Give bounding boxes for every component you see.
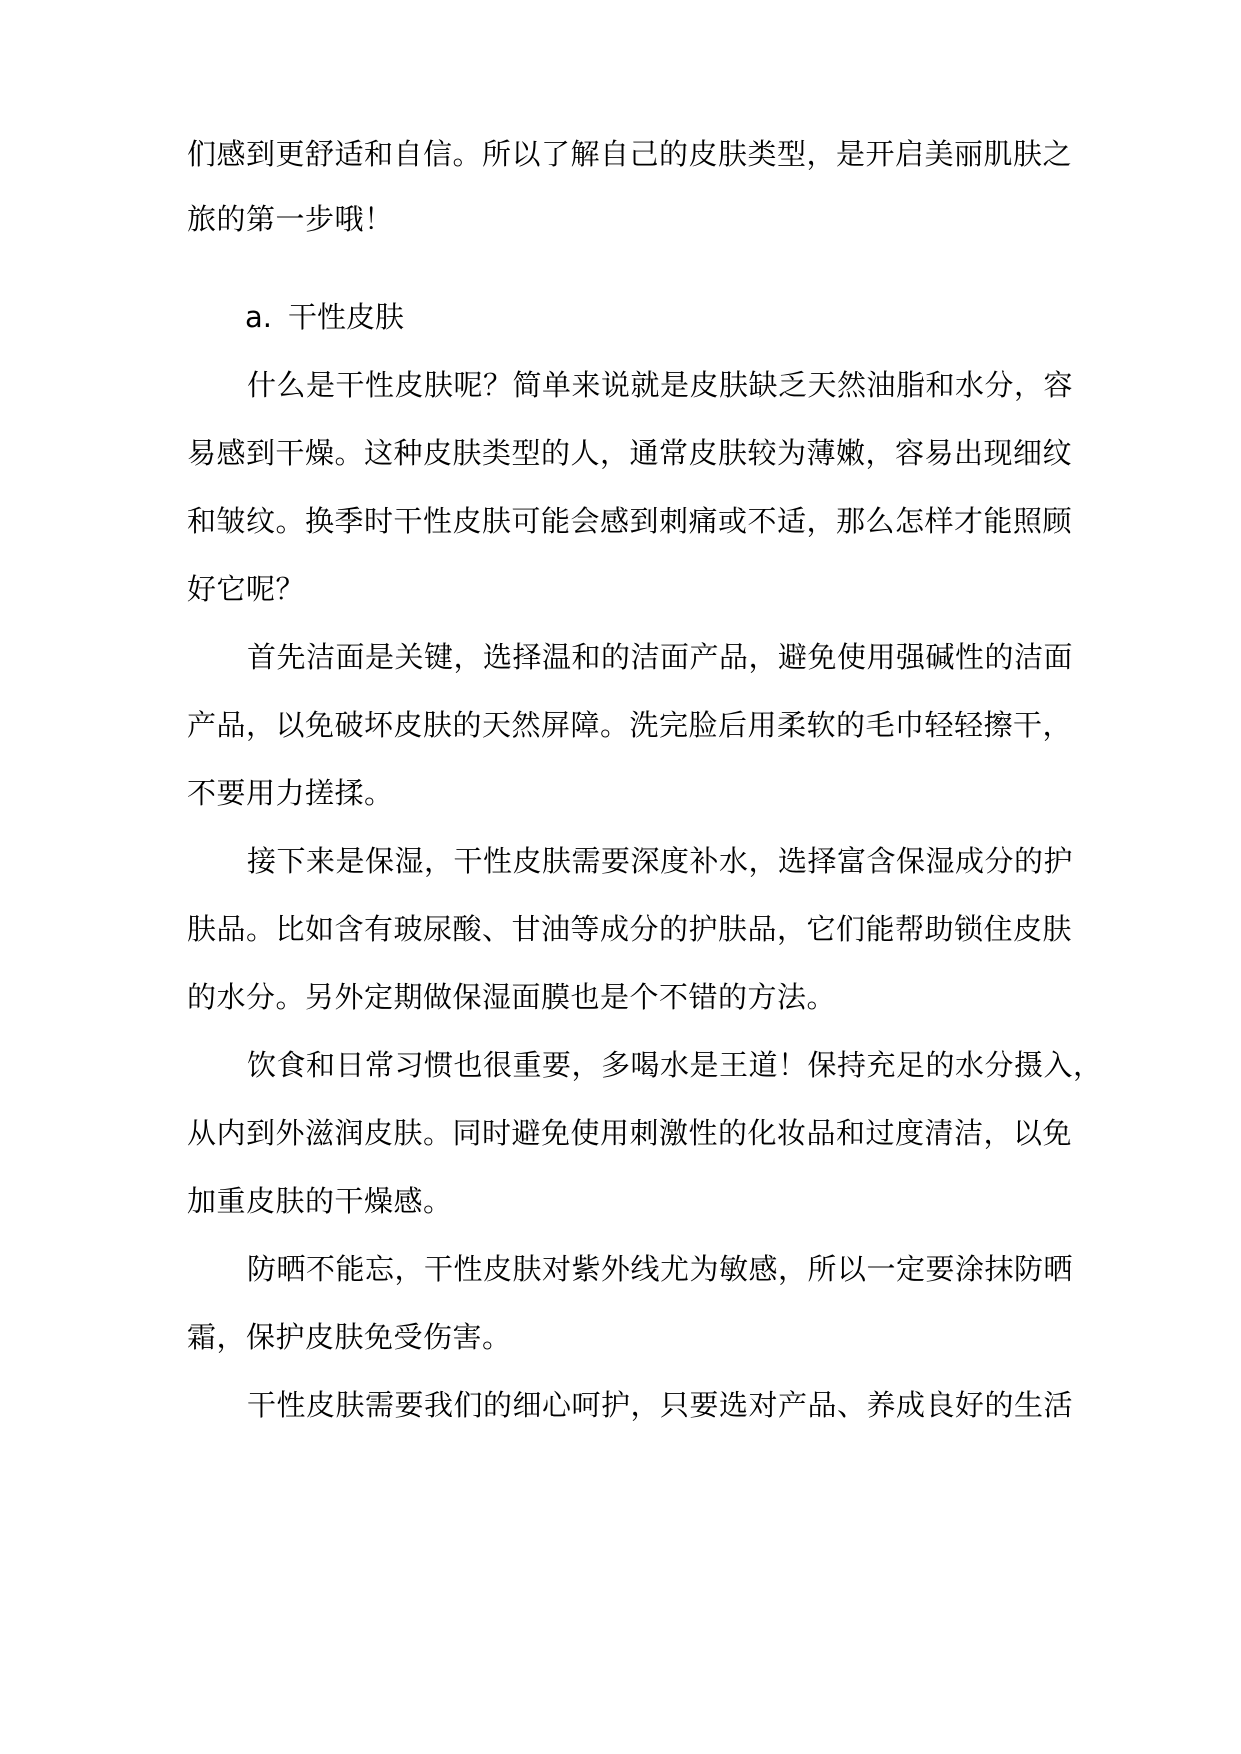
paragraph-first-line: 接下来是保湿，干性皮肤需要深度补水，选择富含保湿成分的护	[247, 844, 1074, 878]
text-line: 产品，以免破坏皮肤的天然屏障。洗完脸后用柔软的毛巾轻轻擦干，	[187, 708, 1073, 742]
section-marker: a.	[245, 300, 272, 334]
text-line: 加重皮肤的干燥感。	[187, 1184, 453, 1218]
text-line: 们感到更舒适和自信。所以了解自己的皮肤类型，是开启美丽肌肤之	[187, 137, 1073, 171]
paragraph-first-line: 防晒不能忘，干性皮肤对紫外线尤为敏感，所以一定要涂抹防晒	[247, 1252, 1074, 1286]
text-line: 从内到外滋润皮肤。同时避免使用刺激性的化妆品和过度清洁，以免	[187, 1116, 1073, 1150]
paragraph-first-line: 干性皮肤需要我们的细心呵护，只要选对产品、养成良好的生活	[247, 1388, 1074, 1422]
section-heading	[245, 297, 404, 337]
paragraph-first-line: 首先洁面是关键，选择温和的洁面产品，避免使用强碱性的洁面	[247, 640, 1074, 674]
text-line: 霜，保护皮肤免受伤害。	[187, 1320, 512, 1354]
text-line: 不要用力搓揉。	[187, 776, 394, 810]
paragraph-first-line: 饮食和日常习惯也很重要，多喝水是王道！保持充足的水分摄入，	[247, 1048, 1103, 1082]
text-line: 易感到干燥。这种皮肤类型的人，通常皮肤较为薄嫩，容易出现细纹	[187, 436, 1073, 470]
paragraph-first-line: 什么是干性皮肤呢？简单来说就是皮肤缺乏天然油脂和水分，容	[247, 368, 1074, 402]
section-title: 干性皮肤	[288, 300, 405, 334]
text-line: 的水分。另外定期做保湿面膜也是个不错的方法。	[187, 980, 837, 1014]
text-line: 好它呢？	[187, 572, 306, 606]
text-line: 肤品。比如含有玻尿酸、甘油等成分的护肤品，它们能帮助锁住皮肤	[187, 912, 1073, 946]
text-line: 和皱纹。换季时干性皮肤可能会感到刺痛或不适，那么怎样才能照顾	[187, 504, 1073, 538]
text-line: 旅的第一步哦！	[187, 202, 394, 236]
